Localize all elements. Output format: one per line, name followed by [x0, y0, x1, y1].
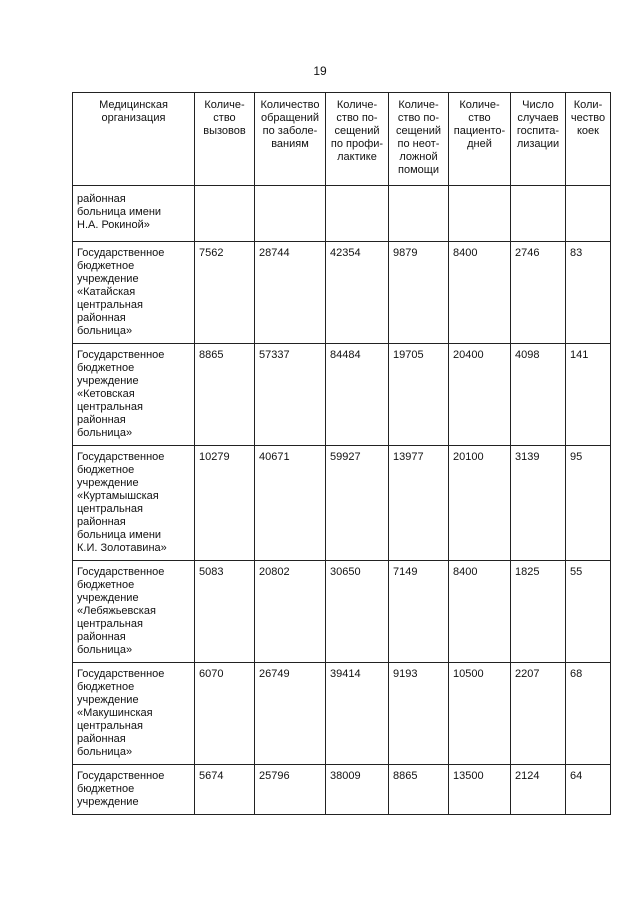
cell-calls — [195, 186, 255, 242]
cell-calls: 8865 — [195, 344, 255, 446]
cell-urgent-care-visits: 19705 — [389, 344, 449, 446]
cell-hospitalizations: 4098 — [511, 344, 566, 446]
cell-hospitalizations — [511, 186, 566, 242]
cell-disease-visits: 28744 — [255, 242, 326, 344]
cell-beds: 64 — [566, 765, 611, 815]
cell-preventive-visits: 84484 — [326, 344, 389, 446]
cell-organization: Государственное бюджетное учреждение «Катайская центральная районная больница» — [73, 242, 195, 344]
cell-hospitalizations: 2746 — [511, 242, 566, 344]
cell-organization: районная больница имени Н.А. Рокиной» — [73, 186, 195, 242]
table-row — [73, 561, 611, 663]
cell-preventive-visits: 38009 — [326, 765, 389, 815]
cell-disease-visits: 57337 — [255, 344, 326, 446]
cell-patient-days — [449, 186, 511, 242]
cell-organization: Государственное бюджетное учреждение «Лебяжьевская центральная районная больница» — [73, 561, 195, 663]
cell-preventive-visits: 42354 — [326, 242, 389, 344]
cell-urgent-care-visits: 7149 — [389, 561, 449, 663]
header-preventive-visits: Количе- ство по- сещений по профи- лактике — [326, 93, 389, 186]
cell-calls: 10279 — [195, 446, 255, 561]
cell-calls: 6070 — [195, 663, 255, 765]
cell-disease-visits: 20802 — [255, 561, 326, 663]
cell-patient-days: 10500 — [449, 663, 511, 765]
cell-urgent-care-visits — [389, 186, 449, 242]
cell-urgent-care-visits: 9193 — [389, 663, 449, 765]
cell-hospitalizations: 2207 — [511, 663, 566, 765]
cell-calls: 7562 — [195, 242, 255, 344]
table-row — [73, 186, 611, 242]
table-row — [73, 663, 611, 765]
cell-hospitalizations: 2124 — [511, 765, 566, 815]
cell-preventive-visits — [326, 186, 389, 242]
cell-disease-visits: 26749 — [255, 663, 326, 765]
cell-disease-visits — [255, 186, 326, 242]
cell-hospitalizations: 3139 — [511, 446, 566, 561]
cell-beds: 68 — [566, 663, 611, 765]
cell-urgent-care-visits: 13977 — [389, 446, 449, 561]
table-row — [73, 765, 611, 815]
cell-beds: 83 — [566, 242, 611, 344]
header-calls: Количе- ство вызовов — [195, 93, 255, 186]
cell-preventive-visits: 39414 — [326, 663, 389, 765]
cell-beds: 55 — [566, 561, 611, 663]
cell-patient-days: 20100 — [449, 446, 511, 561]
table-row — [73, 446, 611, 561]
cell-hospitalizations: 1825 — [511, 561, 566, 663]
cell-organization: Государственное бюджетное учреждение «Макушинская центральная районная больница» — [73, 663, 195, 765]
table-row — [73, 344, 611, 446]
cell-preventive-visits: 30650 — [326, 561, 389, 663]
cell-beds — [566, 186, 611, 242]
cell-disease-visits: 25796 — [255, 765, 326, 815]
cell-organization: Государственное бюджетное учреждение «Куртамышская центральная районная больница имени К.И. Золотавина» — [73, 446, 195, 561]
cell-organization: Государственное бюджетное учреждение — [73, 765, 195, 815]
header-organization: Медицинская организация — [73, 93, 195, 186]
cell-preventive-visits: 59927 — [326, 446, 389, 561]
header-disease-visits: Количество обращений по заболе- ваниям — [255, 93, 326, 186]
table-row — [73, 242, 611, 344]
cell-patient-days: 13500 — [449, 765, 511, 815]
cell-organization: Государственное бюджетное учреждение «Кетовская центральная районная больница» — [73, 344, 195, 446]
cell-calls: 5674 — [195, 765, 255, 815]
cell-patient-days: 8400 — [449, 242, 511, 344]
cell-patient-days: 20400 — [449, 344, 511, 446]
header-hospitalizations: Число случаев госпита- лизации — [511, 93, 566, 186]
header-beds: Коли- чество коек — [566, 93, 611, 186]
cell-beds: 141 — [566, 344, 611, 446]
cell-patient-days: 8400 — [449, 561, 511, 663]
header-patient-days: Количе- ство пациенто- дней — [449, 93, 511, 186]
cell-calls: 5083 — [195, 561, 255, 663]
header-urgent-care-visits: Количе- ство по- сещений по неот- ложной помощи — [389, 93, 449, 186]
cell-disease-visits: 40671 — [255, 446, 326, 561]
cell-urgent-care-visits: 9879 — [389, 242, 449, 344]
page-number: 19 — [313, 64, 327, 78]
cell-beds: 95 — [566, 446, 611, 561]
medical-organizations-table — [72, 92, 611, 815]
cell-urgent-care-visits: 8865 — [389, 765, 449, 815]
table-header-row — [73, 93, 611, 186]
